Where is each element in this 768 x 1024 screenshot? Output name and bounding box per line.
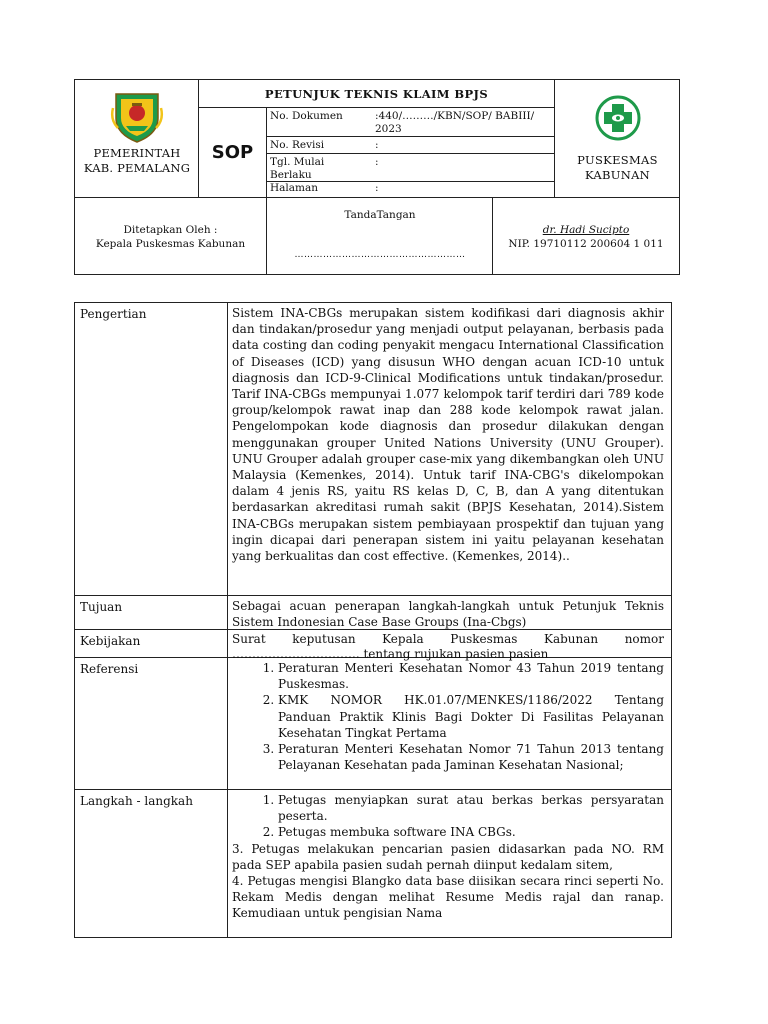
meta-value: :	[375, 139, 379, 151]
list-item: 2. KMK NOMOR HK.01.07/MENKES/1186/2022 Tentang Panduan Praktik Klinis Bagi Dokter Di Fasilitas Pelayanan Kesehatan Tingkat Pertama	[278, 692, 664, 741]
row-tujuan	[75, 596, 671, 630]
meta-key: No. Revisi	[270, 139, 325, 151]
meta-row-page	[267, 182, 554, 197]
section-label: Pengertian	[80, 307, 147, 321]
signature-label: TandaTangan	[344, 209, 416, 221]
meta-row-revision	[267, 137, 554, 154]
signature-row	[75, 197, 679, 275]
section-label: Referensi	[80, 662, 139, 676]
section-label: Kebijakan	[80, 634, 141, 648]
approver-position: Kepala Puskesmas Kabunan	[95, 238, 246, 250]
meta-key: No. Dokumen	[270, 110, 343, 122]
meta-row-start-date	[267, 154, 554, 182]
reference-list	[232, 660, 664, 773]
document-meta-table	[267, 108, 554, 197]
row-pengertian	[75, 303, 671, 596]
document-title: PETUNJUK TEKNIS KLAIM BPJS	[199, 80, 554, 108]
section-text: Surat keputusan Kepala Puskesmas Kabunan nomor ………………………….. tentang rujukan pasien pasien	[232, 632, 664, 661]
meta-value: :	[375, 182, 379, 194]
meta-value: :440/………/KBN/SOP/ BABIII/ 2023	[375, 110, 535, 135]
signer-cell	[493, 198, 679, 275]
section-list	[232, 660, 664, 773]
list-item: 3. Peraturan Menteri Kesehatan Nomor 71 Tahun 2013 tentang Pelayanan Kesehatan pada Jaminan Kesehatan Nasional;	[278, 741, 664, 773]
government-logo-cell	[75, 80, 199, 197]
list-item: 2. Petugas membuka software INA CBGs.	[278, 824, 664, 840]
step-item: 4. Petugas mengisi Blangko data base diisikan secara rinci seperti No. Rekam Medis dengan melihat Resume Medis rajal dan ranap. Kemudiaan untuk pengisian Nama	[232, 874, 664, 921]
section-text: Sistem INA-CBGs merupakan sistem kodifikasi dari diagnosis akhir dan tindakan/prosedur yang menjadi output pelayanan, berbasis pada data costing dan coding penyakit mengacu International Classification of Diseases (ICD) yang disusun WHO dengan acuan ICD-10 untuk diagnosis dan ICD-9-Clinical Modifications untuk tindakan/prosedur. Tarif INA-CBGs mempunyai 1.077 kelompok tarif terdiri dari 789 kode group/kelompok rawat inap dan 288 kode kelompok rawat jalan. Pengelompokan kode diagnosis dan prosedur dilakukan dengan menggunakan grouper United Nations University (UNU Grouper). UNU Grouper adalah grouper case-mix yang dikembangkan oleh UNU Malaysia (Kemenkes, 2014). Untuk tarif INA-CBG's dikelompokan dalam 4 jenis RS, yaitu RS kelas D, C, B, dan A yang ditentukan berdasarkan akreditasi rumah sakit (BPJS Kesehatan, 2014).Sistem INA-CBGs merupakan sistem pembiayaan prospektif dan tujuan yang ingin dicapai dari penerapan sistem ini yaitu pelayanan kesehatan yang berkualitas dan cost effective. (Kemenkes, 2014)..	[232, 306, 664, 564]
row-langkah	[75, 790, 671, 937]
signature-cell	[267, 198, 493, 275]
puskesmas-name-line2: KABUNAN	[584, 168, 651, 182]
approved-by-label: Ditetapkan Oleh :	[123, 224, 218, 236]
signature-line: ………………………………………………	[294, 250, 466, 260]
meta-row-document-number	[267, 108, 554, 137]
puskesmas-logo-cell	[554, 80, 681, 197]
meta-key: Tgl. Mulai Berlaku	[270, 156, 325, 181]
list-item: 1. Petugas menyiapkan surat atau berkas berkas persyaratan peserta.	[278, 792, 664, 824]
signer-nip: NIP. 19710112 200604 1 011	[508, 238, 664, 250]
pemalang-crest-icon	[110, 90, 164, 144]
meta-value: :	[375, 156, 379, 168]
gov-name-line1: PEMERINTAH	[93, 146, 181, 160]
row-kebijakan	[75, 630, 671, 661]
list-item: 1. Peraturan Menteri Kesehatan Nomor 43 Tahun 2019 tentang Puskesmas.	[278, 660, 664, 692]
puskesmas-cross-icon	[595, 95, 641, 141]
meta-key: Halaman	[270, 182, 319, 194]
section-text: Sebagai acuan penerapan langkah-langkah untuk Petunjuk Teknis Sistem Indonesian Case Base Groups (Ina-Cbgs)	[232, 599, 664, 630]
row-referensi	[75, 658, 671, 790]
approved-by-cell	[75, 198, 267, 275]
section-list	[232, 792, 664, 922]
signer-name: dr. Hadi Sucipto	[542, 224, 630, 236]
sop-content-table	[74, 302, 672, 938]
section-label: Tujuan	[80, 600, 123, 614]
gov-name-line2: KAB. PEMALANG	[83, 161, 191, 175]
steps-list	[232, 792, 664, 841]
sop-header	[74, 79, 680, 275]
puskesmas-name-line1: PUSKESMAS	[577, 153, 658, 167]
step-item: 3. Petugas melakukan pencarian pasien didasarkan pada NO. RM pada SEP apabila pasien sudah pernah diinput kedalam sitem,	[232, 841, 664, 872]
section-label: Langkah - langkah	[80, 794, 193, 808]
sop-label: SOP	[199, 108, 267, 197]
